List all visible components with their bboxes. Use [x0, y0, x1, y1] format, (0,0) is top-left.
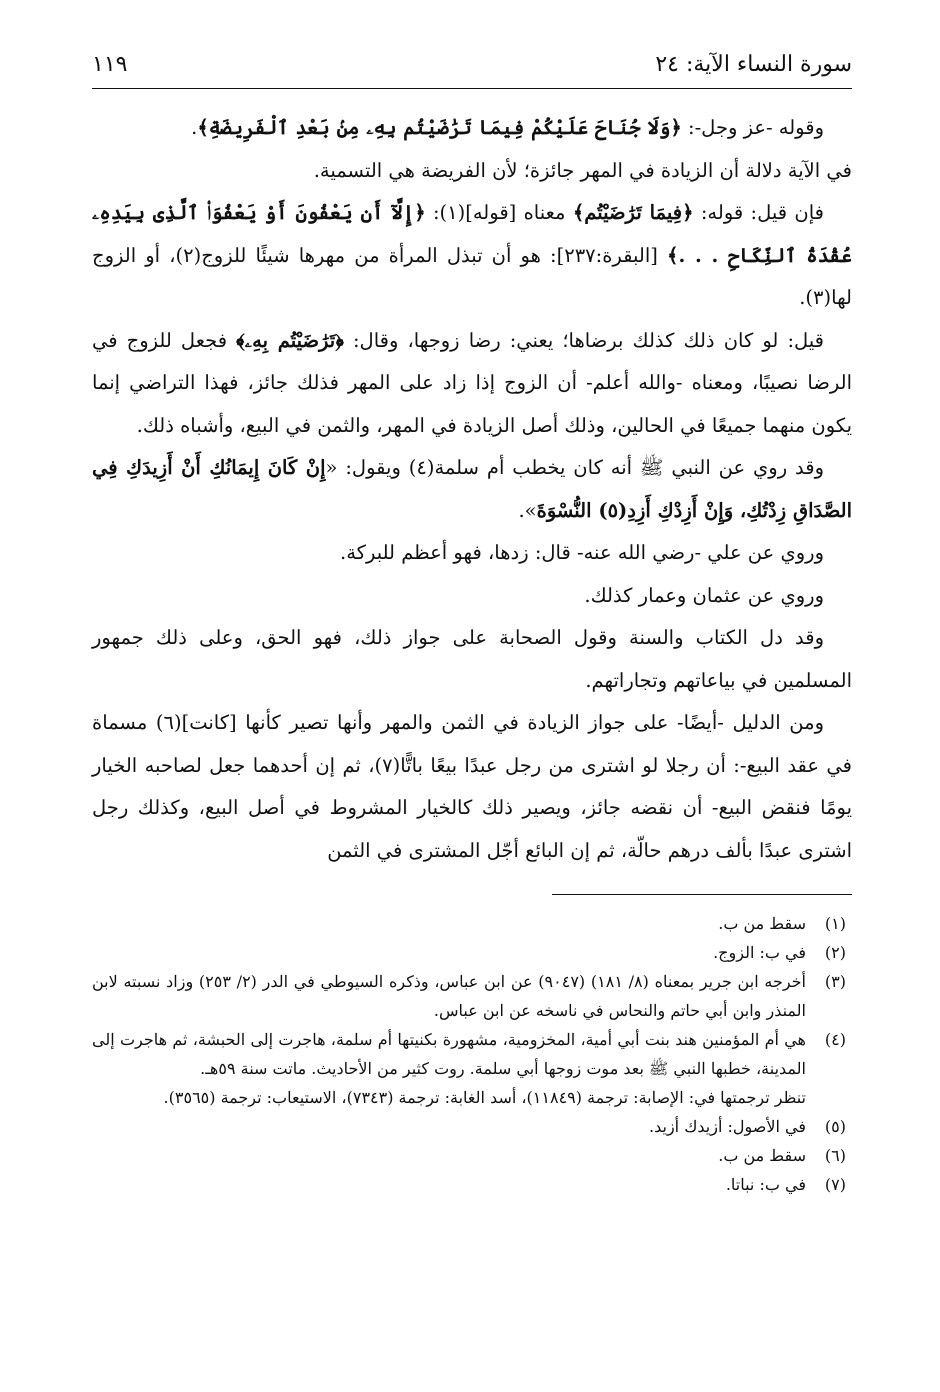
paragraph: وقد روي عن النبي ﷺ أنه كان يخطب أم سلمة(٤) ويقول: «إِنْ كَانَ إِيمَانُكِ أَنْ أَزِيدَكِ فِي الصَّدَاقِ زِدْتُكِ، وَإِنْ أَزِدْكِ أَزِدِ(٥) النُّسْوَةَ».	[92, 456, 852, 522]
paragraph: فإن قيل: قوله: ﴿فِيمَا تَرَٰضَيْتُم﴾ معناه [قوله](١): ﴿إِلَّآ أَن يَعْفُونَ أَوْ يَعْفُوَا۟ ٱلَّذِى بِيَدِهِۦ عُقْدَةُ ٱلنِّكَاحِ . . .﴾ [البقرة:٢٣٧]: هو أن تبذل المرأة من مهرها شيئًا للزوج(٢)، أو الزوج لها(٣).	[92, 201, 852, 309]
page-number: ١١٩	[92, 52, 128, 77]
footnote-number: (٣)	[824, 972, 846, 991]
footnote	[92, 1025, 846, 1083]
paragraph: وقوله -عز وجل-: ﴿وَلَا جُنَاحَ عَلَيْكُمْ فِيمَا تَرَٰضَيْتُم بِهِۦ مِنۢ بَعْدِ ٱلْفَرِيضَةِ﴾.	[191, 116, 824, 139]
footnote-text: سقط من ب.	[718, 1146, 806, 1165]
paragraph: وروي عن علي -رضي الله عنه- قال: زدها، فهو أعظم للبركة.	[340, 541, 824, 564]
footnote-number: (٢)	[824, 943, 846, 962]
footnote	[92, 967, 846, 1025]
footnote	[92, 1141, 846, 1170]
paragraph: قيل: لو كان ذلك كذلك برضاها؛ يعني: رضا زوجها، وقال: ﴿تَرَٰضَيْتُم بِهِۦ﴾ فجعل للزوج في الرضا نصيبًا، ومعناه -والله أعلم- أن الزوج إذا زاد على المهر فذلك جائز، فهذا التراضي إنما يكون منهما جميعًا في الحالين، وذلك أصل الزيادة في المهر، والثمن في البيع، وأشباه ذلك.	[92, 328, 852, 437]
footnote-text: في ب: نباتا.	[725, 1175, 806, 1194]
paragraph: وروي عن عثمان وعمار كذلك.	[584, 583, 824, 607]
footnote-text: في ب: الزوج.	[713, 943, 806, 962]
paragraph: ومن الدليل -أيضًا- على جواز الزيادة في الثمن والمهر وأنها تصير كأنها [كانت](٦) مسماة في عقد البيع-: أن رجلا لو اشترى من رجل عبدًا بيعًا باتًّا(٧)، ثم إن أحدهما جعل لصاحبه الخيار يومًا فنقض البيع- أن نقضه جائز، ويصير ذلك كالخيار المشروط في أصل البيع، وكذلك رجل اشترى عبدًا بألف درهم حالّة، ثم إن البائع أجّل المشترى في الثمن	[92, 711, 853, 862]
footnote	[92, 938, 846, 967]
quran-verse: ﴿فِيمَا تَرَٰضَيْتُم﴾	[572, 201, 694, 224]
footnotes	[92, 909, 852, 1199]
paragraph: في الآية دلالة أن الزيادة في المهر جائزة؛ لأن الفريضة هي التسمية.	[313, 158, 852, 182]
footnote-text: سقط من ب.	[718, 914, 806, 933]
footnote-number: (٧)	[824, 1175, 846, 1194]
quran-verse: ﴿وَلَا جُنَاحَ عَلَيْكُمْ فِيمَا تَرَٰضَيْتُم بِهِۦ مِنۢ بَعْدِ ٱلْفَرِيضَةِ﴾	[197, 116, 682, 139]
footnote-text: أخرجه ابن جرير بمعناه (٨/ ١٨١) (٩٠٤٧) عن ابن عباس، وذكره السيوطي في الدر (٢/ ٢٥٣) وزاد نسبته لابن المنذر وابن أبي حاتم والنحاس في ناسخه عن ابن عباس.	[92, 972, 806, 1020]
footnote	[92, 1170, 846, 1199]
footnote-number: (٥)	[824, 1117, 846, 1136]
book-page	[92, 50, 852, 1199]
quran-verse: ﴿تَرَٰضَيْتُم بِهِۦ﴾	[236, 328, 344, 352]
footnote-number: (٦)	[824, 1146, 846, 1165]
hadith-quote: إِنْ كَانَ إِيمَانُكِ أَنْ أَزِيدَكِ فِي الصَّدَاقِ زِدْتُكِ، وَإِنْ أَزِدْكِ أَزِدِ(٥) النُّسْوَةَ	[92, 456, 852, 522]
footnote	[92, 909, 846, 938]
quran-verse: ﴿إِلَّآ أَن يَعْفُونَ أَوْ يَعْفُوَا۟ ٱلَّذِى بِيَدِهِۦ عُقْدَةُ ٱلنِّكَاحِ . . .﴾	[92, 201, 852, 267]
footnote-divider	[552, 894, 852, 895]
running-header	[92, 50, 852, 89]
footnote-continuation: تنظر ترجمتها في: الإصابة: ترجمة (١١٨٤٩)، أسد الغابة: ترجمة (٧٣٤٣)، الاستيعاب: ترجمة (٣٥٦٥).	[163, 1088, 806, 1107]
running-title: سورة النساء الآية: ٢٤	[655, 52, 852, 77]
paragraph: وقد دل الكتاب والسنة وقول الصحابة على جواز ذلك، فهو الحق، وعلى ذلك جمهور المسلمين في بياعاتهم وتجاراتهم.	[92, 626, 852, 692]
footnote-number: (٤)	[824, 1030, 846, 1049]
footnote-number: (١)	[824, 914, 846, 933]
footnote-text: هي أم المؤمنين هند بنت أبي أمية، المخزومية، مشهورة بكنيتها أم سلمة، هاجرت إلى الحبشة، ثم هاجرت إلى المدينة، خطبها النبي ﷺ بعد موت زوجها أبي سلمة. روت كثير من الأحاديث. ماتت سنة ٥٩هـ.	[92, 1030, 806, 1078]
footnote	[92, 1112, 846, 1141]
footnote-text: في الأصول: أزيدك أزيد.	[649, 1117, 806, 1136]
main-text	[92, 107, 852, 872]
